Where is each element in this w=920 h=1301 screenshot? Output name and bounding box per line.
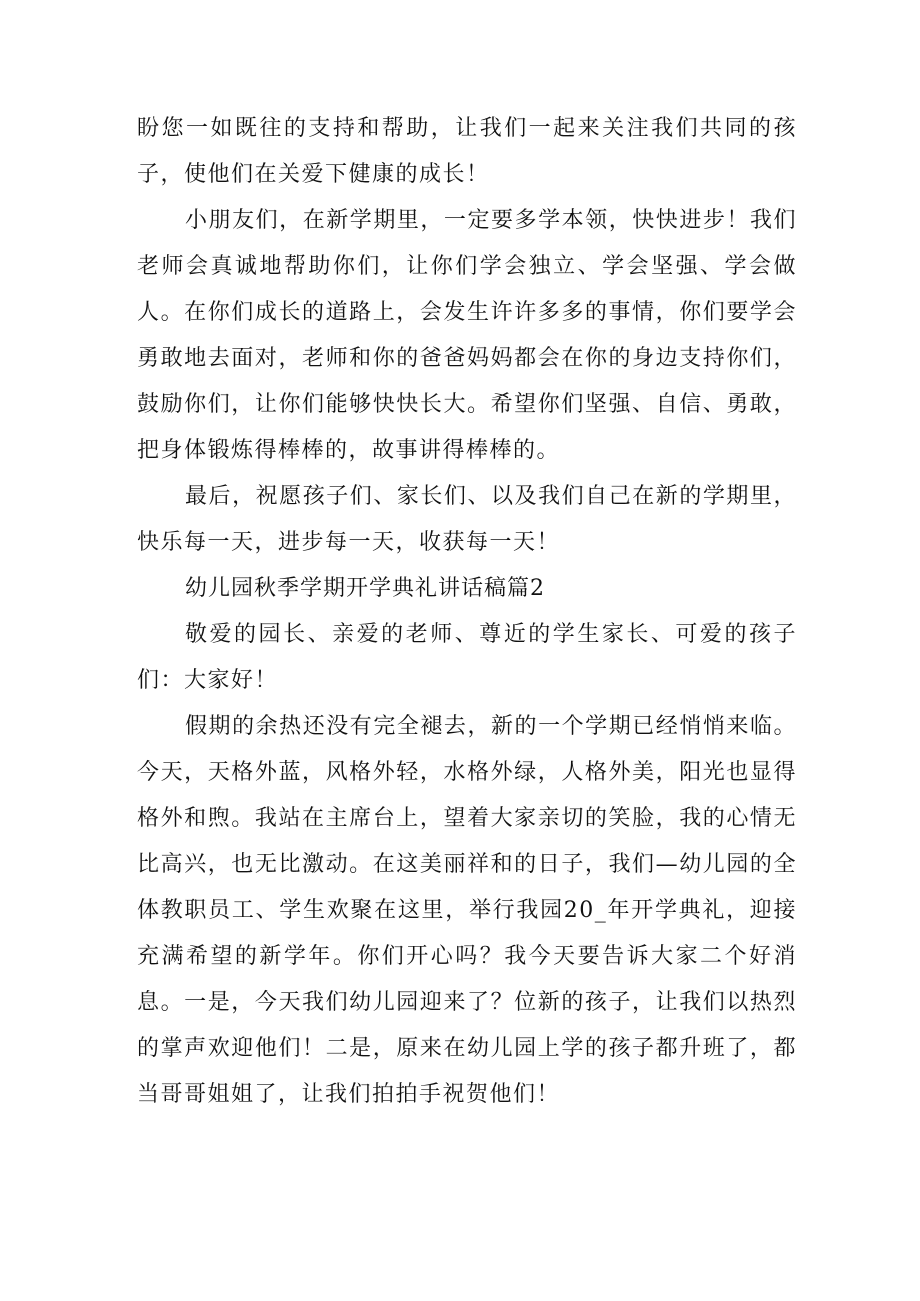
document-body <box>137 106 797 1118</box>
paragraph-salutation: 敬爱的园长、亲爱的老师、尊近的学生家长、可爱的孩子们：大家好！ <box>137 622 797 693</box>
paragraph-continuation: 盼您一如既往的支持和帮助，让我们一起来关注我们共同的孩子，使他们在关爱下健康的成长！ <box>137 116 797 187</box>
paragraph-closing-wishes: 最后，祝愿孩子们、家长们、以及我们自己在新的学期里，快乐每一天，进步每一天，收获每一天！ <box>137 484 797 555</box>
paragraph-children-message: 小朋友们，在新学期里，一定要多学本领，快快进步！我们老师会真诚地帮助你们，让你们学会独立、学会坚强、学会做人。在你们成长的道路上，会发生许许多多的事情，你们要学会勇敢地去面对，老师和你的爸爸妈妈都会在你的身边支持你们，鼓励你们，让你们能够快快长大。希望你们坚强、自信、勇敢，把身体锻炼得棒棒的，故事讲得棒棒的。 <box>137 208 797 463</box>
paragraph-opening-speech: 假期的余热还没有完全褪去，新的一个学期已经悄悄来临。今天，天格外蓝，风格外轻，水格外绿，人格外美，阳光也显得格外和煦。我站在主席台上，望着大家亲切的笑脸，我的心情无比高兴，也无比激动。在这美丽祥和的日子，我们—幼儿园的全体教职员工、学生欢聚在这里，举行我园20_年开学典礼，迎接充满希望的新学年。你们开心吗？我今天要告诉大家二个好消息。一是，今天我们幼儿园迎来了？位新的孩子，让我们以热烈的掌声欢迎他们！二是，原来在幼儿园上学的孩子都升班了，都当哥哥姐姐了，让我们拍拍手祝贺他们！ <box>137 714 797 1107</box>
section-title: 幼儿园秋季学期开学典礼讲话稿篇2 <box>185 576 545 601</box>
